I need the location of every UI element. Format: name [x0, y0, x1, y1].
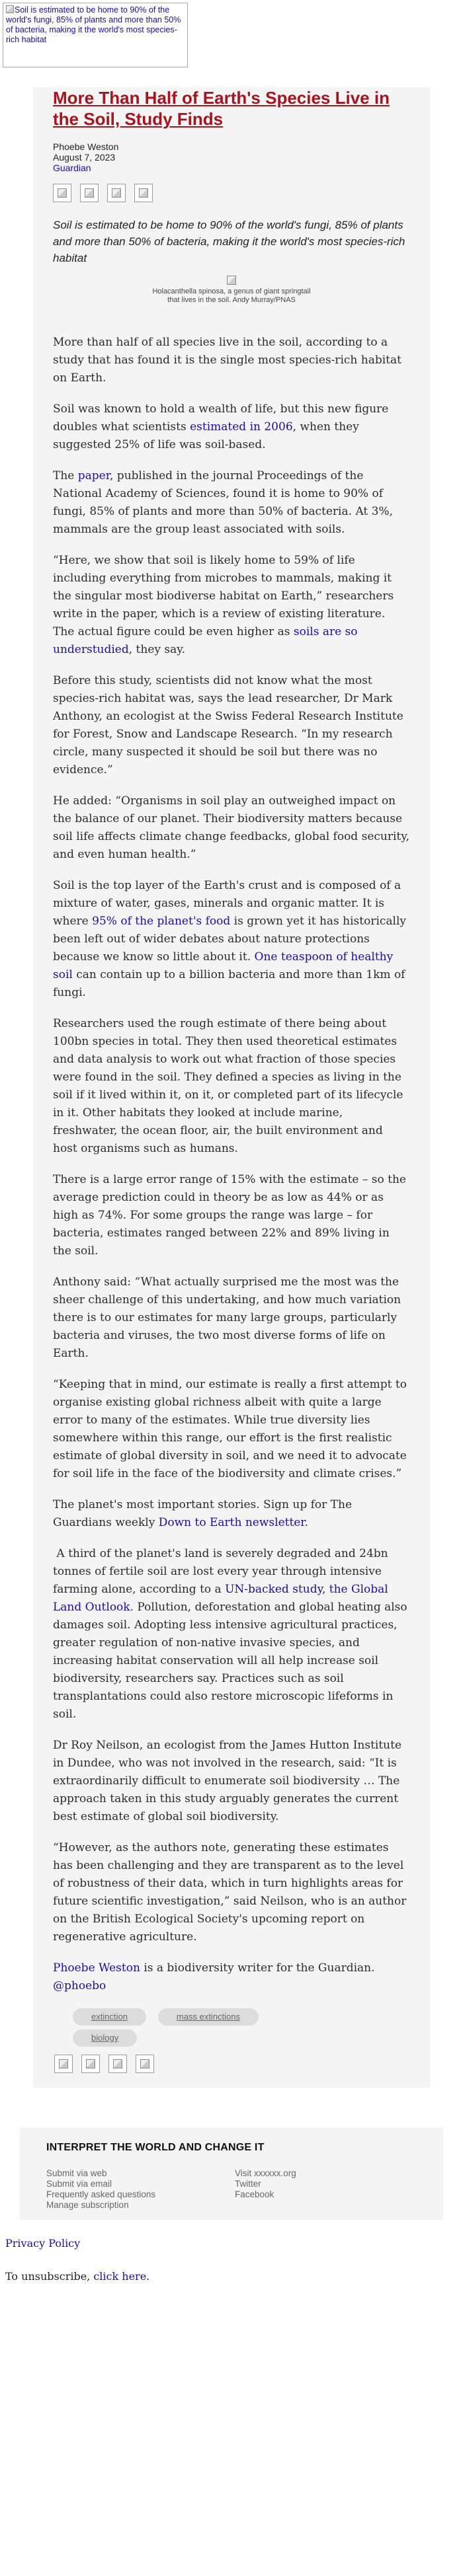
unsubscribe-line: To unsubscribe, click here. — [5, 2270, 150, 2283]
paragraph: A third of the planet's land is severely degraded and 24bn tonnes of fertile soil are lost every year through intensive farming alone, according to a UN-backed study, the Global Land Outlook. Pollution, deforestation and global heating also damages soil. Adopting less intensive agricultural practices, greater regulation of non-native invasive species, and increasing habitat conservation will all help increase soil biodiversity, researchers say. Practices such as soil transplantations could also restore microscopic lifeforms in soil. — [53, 1547, 407, 1721]
article-standfirst: Soil is estimated to be home to 90% of the world's fungi, 85% of plants and more than 50% of bacteria, making it the world's most species-rich habitat — [53, 219, 405, 264]
unsubscribe-link[interactable]: click here — [93, 2270, 147, 2283]
privacy-policy-link[interactable]: Privacy Policy — [5, 2237, 81, 2250]
article-body — [53, 334, 410, 1995]
share-buttons-bottom — [53, 2055, 410, 2074]
broken-image-icon — [6, 5, 14, 13]
paragraph: The planet's most important stories. Sign up for The Guardians weekly Down to Earth newsletter. — [53, 1498, 353, 1529]
print-icon[interactable] — [134, 184, 153, 202]
paragraph: There is a large error range of 15% with the estimate – so the average prediction could in theory be as low as 44% or as high as 74%. For some groups the range was large – for bacteria, estimates ranged between 22% and 89% living in the soil. — [53, 1173, 406, 1258]
inline-link[interactable]: One teaspoon of healthy soil — [53, 950, 394, 981]
hero-image-link[interactable] — [3, 3, 188, 67]
author-link[interactable]: Phoebe Weston — [53, 1961, 140, 1975]
facebook-icon[interactable] — [54, 2055, 73, 2073]
article-headline[interactable]: More Than Half of Earth's Species Live in the Soil, Study Finds — [53, 88, 390, 129]
inline-link[interactable]: 95% of the planet's food — [92, 915, 231, 928]
paragraph: “However, as the authors note, generating these estimates has been challenging and they are transparent as to the level of robustness of their data, which in turn highlights areas for future scientific investigation,” said Neilson, who is an author on the British Ecological Society's upcoming report on regenerative agriculture. — [53, 1841, 407, 1944]
submit-email-link[interactable]: Submit via email — [46, 2179, 112, 2189]
email-legal — [0, 2220, 463, 2283]
footer-left-links — [46, 2168, 235, 2211]
paragraph: Researchers used the rough estimate of there being about 100bn species in total. They then used theoretical estimates and data analysis to work out what fraction of those species were found in the soil. They defined a species as living in the soil if it lived within it, on it, or completed part of its lifecycle in it. Other habitats they looked at include marine, freshwater, the ocean floor, air, the built environment and host organisms such as humans. — [53, 1017, 403, 1155]
share-buttons-top — [53, 184, 410, 204]
paragraph: Soil is the top layer of the Earth's crust and is composed of a mixture of water, gases, minerals and organic matter. It is where 95% of the planet's food is grown yet it has historically been left out of wider debates about nature protections because we know so little about it. One teaspoon of healthy soil can contain up to a billion bacteria and more than 1km of fungi. — [53, 879, 407, 999]
newsletter-link[interactable]: Down to Earth newsletter — [158, 1516, 305, 1529]
author-name: Phoebe Weston — [53, 141, 119, 152]
twitter-icon[interactable] — [81, 2055, 100, 2073]
paragraph: Dr Roy Neilson, an ecologist from the James Hutton Institute in Dundee, who was not involved in the research, said: “It is extraordinarily difficult to enumerate soil biodiversity … The approach taken in this study arguably generates the current best estimate of global soil biodiversity. — [53, 1739, 402, 1823]
paragraph: Soil was known to hold a wealth of life, but this new figure doubles what scientists estimated in 2006, when they suggested 25% of life was soil-based. — [53, 402, 389, 451]
article-figure — [53, 276, 410, 305]
email-icon[interactable] — [107, 184, 126, 202]
submit-web-link[interactable]: Submit via web — [46, 2168, 107, 2178]
hero-image-alt: Soil is estimated to be home to 90% of the world's fungi, 85% of plants and more than 50% of bacteria, making it the world's most species-rich habitat — [6, 5, 181, 44]
paragraph: The paper, published in the journal Proceedings of the National Academy of Sciences, found it is home to 90% of fungi, 85% of plants and more than 50% of bacteria. At 3%, mammals are the group least associated with soils. — [53, 469, 394, 536]
tag-mass-extinctions[interactable]: mass extinctions — [158, 2008, 259, 2026]
author-bio: Phoebe Weston is a biodiversity writer for the Guardian. @phoebo — [53, 1961, 375, 1992]
twitter-link[interactable]: Twitter — [235, 2179, 261, 2189]
twitter-icon[interactable] — [80, 184, 99, 202]
outlet-link[interactable]: Guardian — [53, 163, 91, 173]
paragraph: “Here, we show that soil is likely home to 59% of life including everything from microbes to mammals, making it the singular most biodiverse habitat on Earth,” researchers write in the paper, which is a review of existing literature. The actual figure could be even higher as soils are so understudied, they say. — [53, 554, 394, 656]
newsletter-footer — [20, 2127, 443, 2220]
inline-link[interactable]: paper — [77, 469, 110, 482]
inline-link[interactable]: estimated in 2006 — [190, 420, 293, 434]
footer-right-links — [235, 2168, 423, 2211]
email-icon[interactable] — [108, 2055, 127, 2073]
article-meta — [53, 141, 410, 173]
paragraph: “Keeping that in mind, our estimate is really a first attempt to organise existing global richness albeit with quite a large error to many of the estimates. While true diversity lies somewhere within this range, our effort is the first realistic estimate of global diversity in soil, and we need it to advocate for soil life in the face of the biodiversity and climate crises.” — [53, 1378, 407, 1480]
figure-caption: Holacanthella spinosa, a genus of giant springtail that lives in the soil. Andy Murray/PNAS — [152, 287, 311, 304]
footer-heading: INTERPRET THE WORLD AND CHANGE IT — [46, 2142, 265, 2153]
facebook-icon[interactable] — [53, 184, 71, 202]
faq-link[interactable]: Frequently asked questions — [46, 2189, 156, 2199]
print-icon[interactable] — [136, 2055, 154, 2073]
facebook-link[interactable]: Facebook — [235, 2189, 274, 2199]
paragraph: He added: “Organisms in soil play an outweighed impact on the balance of our planet. Their biodiversity matters because soil life affects climate change feedbacks, global food security, and even human health.” — [53, 794, 409, 861]
inline-link[interactable]: soils are so understudied — [53, 625, 358, 656]
tag-list — [53, 2029, 410, 2045]
article-card — [33, 87, 430, 2088]
paragraph: Before this study, scientists did not know what the most species-rich habitat was, says the lead researcher, Dr Mark Anthony, an ecologist at the Swiss Federal Research Institute for Forest, Snow and Landscape Research. “In my research circle, many suspected it should be soil but there was no evidence.” — [53, 674, 403, 777]
publish-date: August 7, 2023 — [53, 152, 116, 163]
visit-site-link[interactable]: Visit xxxxxx.org — [235, 2168, 296, 2178]
paragraph: Anthony said: “What actually surprised me the most was the sheer challenge of this undertaking, and how much variation there is to our estimates for many large groups, particularly bacteria and viruses, the two most diverse forms of life on Earth. — [53, 1275, 401, 1360]
tag-extinction[interactable]: extinction — [73, 2008, 146, 2026]
inline-link[interactable]: UN-backed study, the Global Land Outlook — [53, 1583, 388, 1614]
author-twitter-link[interactable]: @phoebo — [53, 1979, 106, 1992]
tag-list — [53, 2008, 410, 2024]
manage-subscription-link[interactable]: Manage subscription — [46, 2200, 129, 2210]
tag-biology[interactable]: biology — [73, 2029, 137, 2047]
paragraph: More than half of all species live in the soil, according to a study that has found it is the single most species-rich habitat on Earth. — [53, 336, 401, 385]
broken-image-icon — [227, 276, 236, 285]
